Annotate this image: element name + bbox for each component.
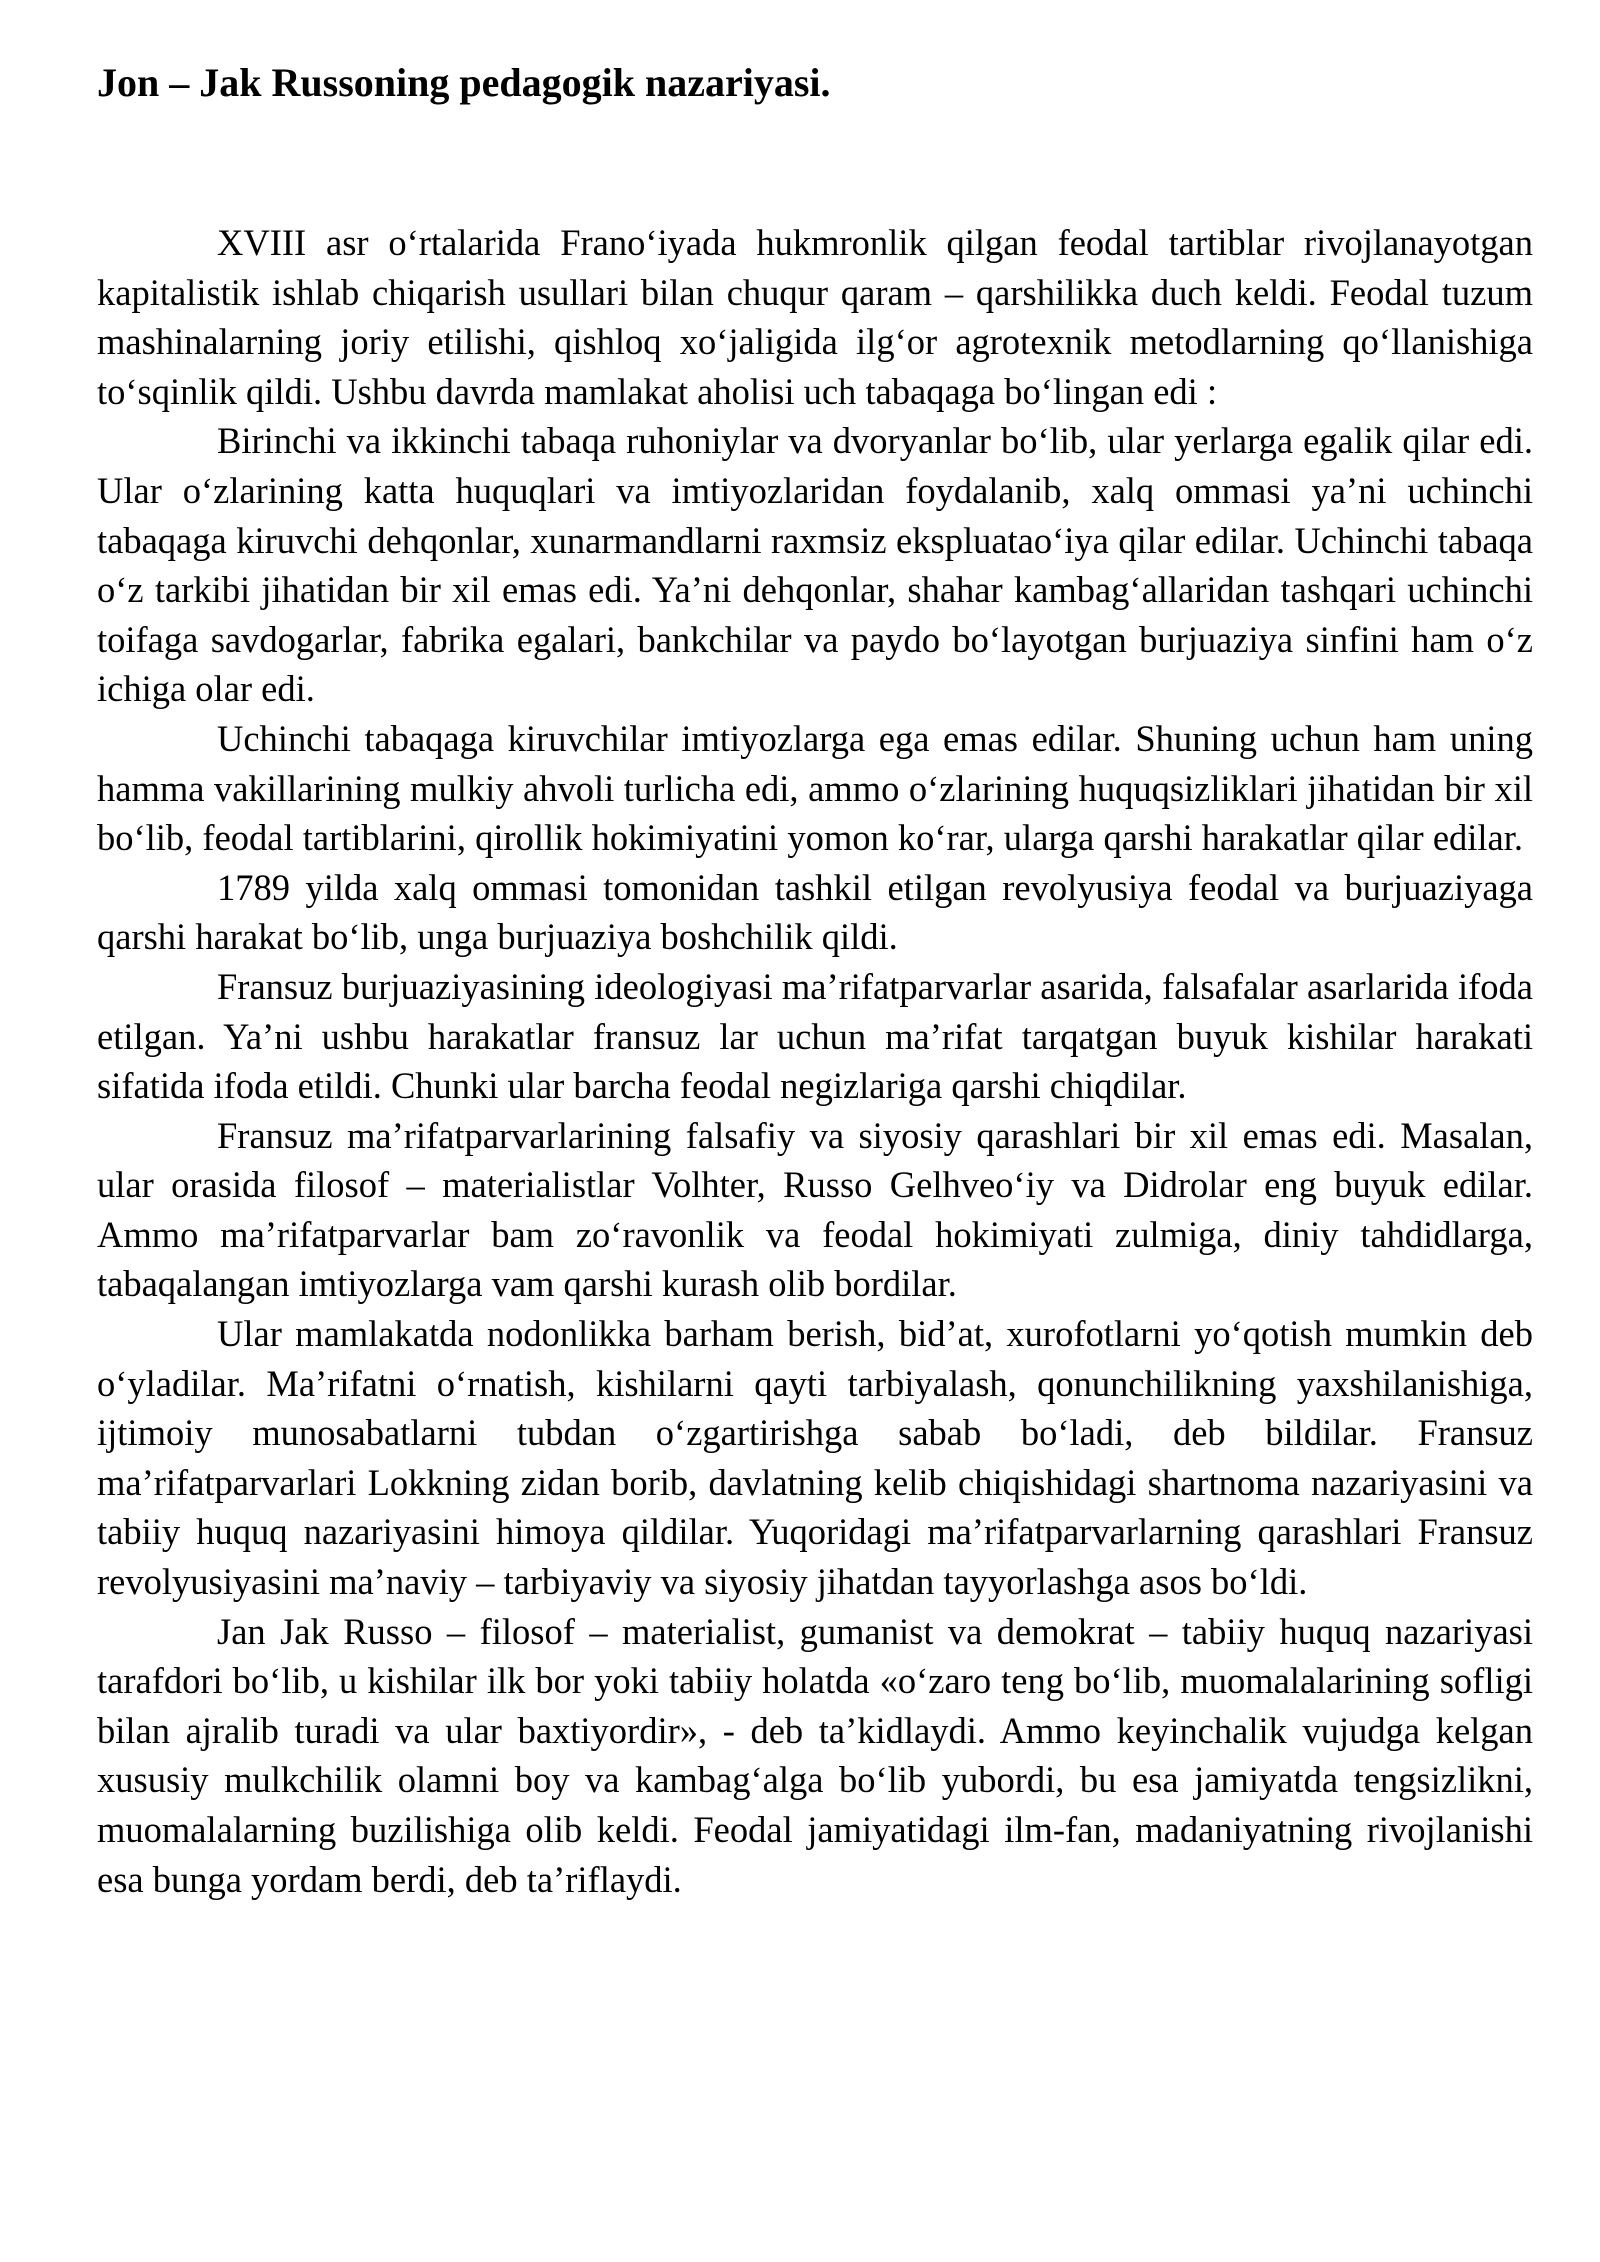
paragraph-5: Fransuz burjuaziyasining ideologiyasi ma’rifatparvarlar asarida, falsafalar asarlarida ifoda etilgan. Ya’ni ushbu harakatlar fransuz lar uchun ma’rifat tarqatgan buyuk kishilar harakati sifatida ifoda etildi. Chunki ular barcha feodal negizlariga qarshi chiqdilar.: [97, 965, 1533, 1107]
document-title: Jon – Jak Russoning pedagogik nazariyasi.: [97, 60, 831, 105]
document-page: [97, 58, 1533, 1904]
paragraph-2: Birinchi va ikkinchi tabaqa ruhoniylar va dvoryanlar bo‘lib, ular yerlarga egalik qilar edi. Ular o‘zlarining katta huquqlari va imtiyozlaridan foydalanib, xalq ommasi ya’ni uchinchi tabaqaga kiruvchi dehqonlar, xunarmandlarni raxmsiz ekspluatao‘iya qilar edilar. Uchinchi tabaqa o‘z tarkibi jihatidan bir xil emas edi. Ya’ni dehqonlar, shahar kambag‘allaridan tashqari uchinchi toifaga savdogarlar, fabrika egalari, bankchilar va paydo bo‘layotgan burjuaziya sinfini ham o‘z ichiga olar edi.: [97, 420, 1533, 710]
paragraph-7: Ular mamlakatda nodonlikka barham berish, bid’at, xurofotlarni yo‘qotish mumkin deb o‘yladilar. Ma’rifatni o‘rnatish, kishilarni qayti tarbiyalash, qonunchilikning yaxshilanishiga, ijtimoiy munosabatlarni tubdan o‘zgartirishga sabab bo‘ladi, deb bildilar. Fransuz ma’rifatparvarlari Lokkning zidan borib, davlatning kelib chiqishidagi shartnoma nazariyasini va tabiiy huquq nazariyasini himoya qildilar. Yuqoridagi ma’rifatparvarlarning qarashlari Fransuz revolyusiyasini ma’naviy – tarbiyaviy va siyosiy jihatdan tayyorlashga asos bo‘ldi.: [97, 1313, 1533, 1603]
paragraph-4: 1789 yilda xalq ommasi tomonidan tashkil etilgan revolyusiya feodal va burjuaziyaga qarshi harakat bo‘lib, unga burjuaziya boshchilik qildi.: [97, 866, 1533, 958]
document-body: [97, 218, 1533, 1904]
paragraph-1: XVIII asr o‘rtalarida Frano‘iyada hukmronlik qilgan feodal tartiblar rivojlanayotgan kapitalistik ishlab chiqarish usullari bilan chuqur qaram – qarshilikka duch keldi. Feodal tuzum mashinalarning joriy etilishi, qishloq xo‘jaligida ilg‘or agrotexnik metodlarning qo‘llanishiga to‘sqinlik qildi. Ushbu davrda mamlakat aholisi uch tabaqaga bo‘lingan edi :: [97, 222, 1533, 412]
paragraph-6: Fransuz ma’rifatparvarlarining falsafiy va siyosiy qarashlari bir xil emas edi. Masalan, ular orasida filosof – materialistlar Volhter, Russo Gelhveo‘iy va Didrolar eng buyuk edilar. Ammo ma’rifatparvarlar bam zo‘ravonlik va feodal hokimiyati zulmiga, diniy tahdidlarga, tabaqalangan imtiyozlarga vam qarshi kurash olib bordilar.: [97, 1114, 1533, 1305]
paragraph-8: Jan Jak Russo – filosof – materialist, gumanist va demokrat – tabiiy huquq nazariyasi tarafdori bo‘lib, u kishilar ilk bor yoki tabiiy holatda «o‘zaro teng bo‘lib, muomalalarining sofligi bilan ajralib turadi va ular baxtiyordir», - deb ta’kidlaydi. Ammo keyinchalik vujudga kelgan xususiy mulkchilik olamni boy va kambag‘alga bo‘lib yubordi, bu esa jamiyatda tengsizlikni, muomalalarning buzilishiga olib keldi. Feodal jamiyatidagi ilm-fan, madaniyatning rivojlanishi esa bunga yordam berdi, deb ta’riflaydi.: [97, 1610, 1533, 1900]
paragraph-3: Uchinchi tabaqaga kiruvchilar imtiyozlarga ega emas edilar. Shuning uchun ham uning hamma vakillarining mulkiy ahvoli turlicha edi, ammo o‘zlarining huquqsizliklari jihatidan bir xil bo‘lib, feodal tartiblarini, qirollik hokimiyatini yomon ko‘rar, ularga qarshi harakatlar qilar edilar.: [97, 717, 1533, 859]
